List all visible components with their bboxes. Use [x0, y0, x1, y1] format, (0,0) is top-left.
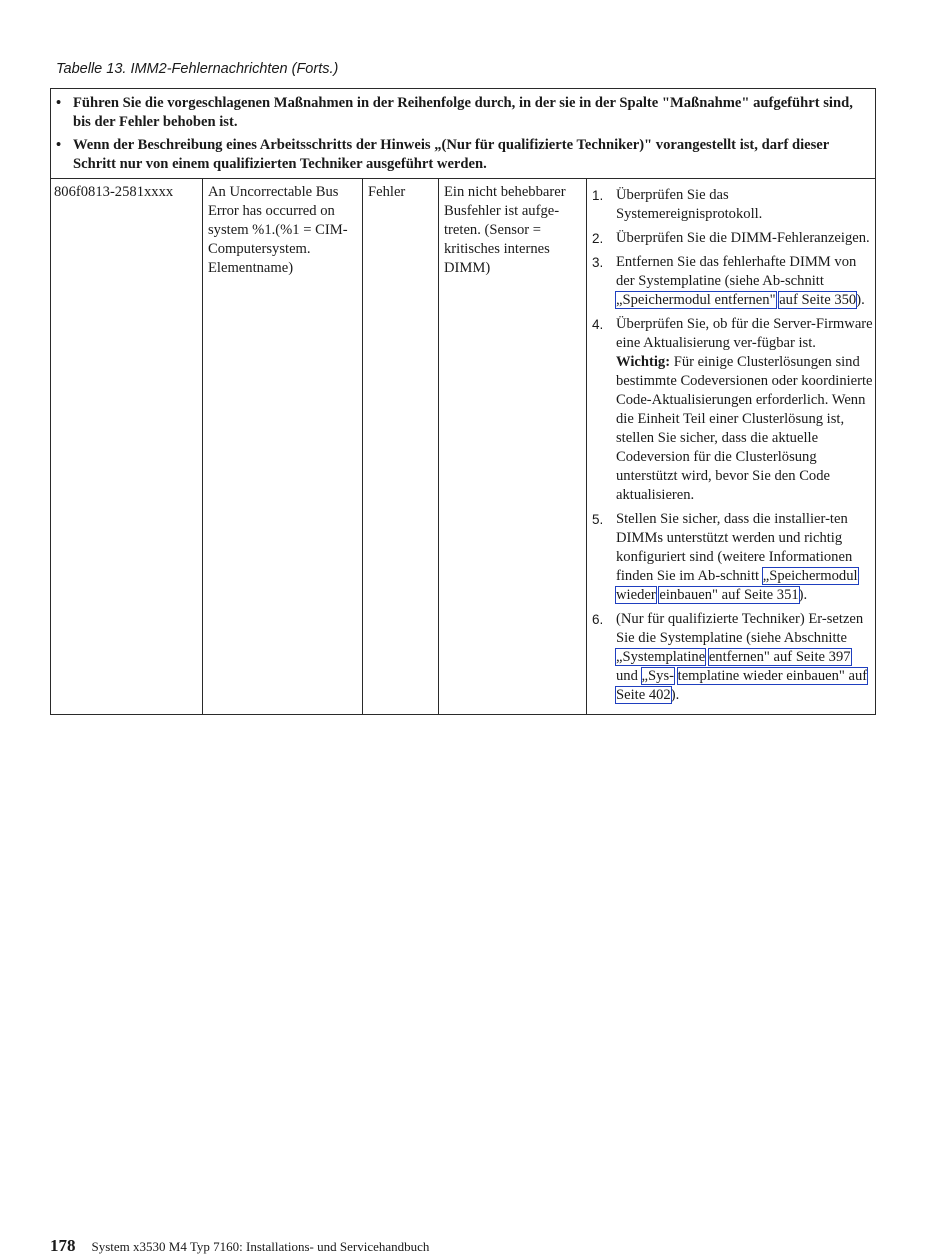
action-number: 2. [592, 231, 604, 246]
page-footer [50, 1236, 429, 1256]
action-text: (Nur für qualifizierte Techniker) Er-setzen Sie die Systemplatine (siehe Abschnitte „Systemplatine entfernen" auf Seite 397 und „Sys- templatine wieder einbauen" auf Seite 402). [616, 611, 868, 703]
link-systemplatine[interactable]: „Systemplatine [616, 649, 706, 665]
table-instructions [51, 89, 875, 179]
link-speichermodul-entfernen[interactable]: „Speichermodul entfernen" [616, 292, 776, 308]
table-caption: Tabelle 13. IMM2-Fehlernachrichten (Forts.) [56, 61, 339, 77]
action-item [592, 610, 873, 705]
link-systemplatine-wieder-einbauen[interactable]: templatine wieder einbauen" auf [677, 668, 868, 684]
instruction-item [55, 136, 867, 173]
actions-cell [587, 179, 875, 714]
instruction-text: Wenn der Beschreibung eines Arbeitsschritts der Hinweis „(Nur für qualifizierte Techniker)" vorangestellt ist, darf dieser Schritt nur von einem qualifizierten Techniker ausgeführt werden. [73, 137, 830, 172]
link-sys[interactable]: „Sys- [641, 668, 674, 684]
action-item [592, 253, 873, 310]
action-text: Überprüfen Sie das Systemereignisprotokoll. [616, 187, 763, 222]
action-text: Überprüfen Sie, ob für die Server-Firmware eine Aktualisierung ver-fügbar ist. Wichtig: Für einige Clusterlösungen sind bestimmte Codeversionen oder koordinierte Code-Aktualisierungen erforderlich. Wenn die Einheit Teil einer Clusterlösung ist, stellen Sie sicher, dass die aktuelle Codeversion für die Clusterlösung unterstützt wird, bevor Sie den Code aktualisieren. [616, 316, 873, 503]
message-cell: An Uncorrectable Bus Error has occurred on system %1.(%1 = CIM-Computersystem. Elementname) [203, 179, 363, 714]
link-seite-350[interactable]: auf Seite 350 [779, 292, 857, 308]
important-note: Für einige Clusterlösungen sind bestimmte Codeversionen oder koordinierte Code-Aktualisierungen erforderlich. Wenn die Einheit Teil einer Clusterlösung ist, stellen Sie sicher, dass die aktuelle Codeversion für die Clusterlösung unterstützt wird, bevor Sie den Code aktualisieren. [616, 354, 873, 503]
bullet-icon: • [56, 137, 62, 153]
link-speichermodul-wieder-einbauen[interactable]: „Speichermodul wieder [616, 568, 858, 603]
action-text: Stellen Sie sicher, dass die installier-ten DIMMs unterstützt werden und richtig konfiguriert sind (weitere Informationen finden Sie im Ab-schnitt „Speichermodul wieder einbauen" auf Seite 351). [616, 511, 858, 603]
action-text: Entfernen Sie das fehlerhafte DIMM von der Systemplatine (siehe Ab-schnitt „Speichermodul entfernen" auf Seite 350). [616, 254, 865, 308]
action-number: 4. [592, 317, 604, 332]
action-number: 5. [592, 512, 604, 527]
action-item [592, 510, 873, 605]
action-list [592, 186, 873, 705]
action-item [592, 229, 873, 248]
event-id-cell: 806f0813-2581xxxx [51, 179, 203, 714]
link-entfernen-seite-397[interactable]: entfernen" auf Seite 397 [708, 649, 851, 665]
footer-title: System x3530 M4 Typ 7160: Installations- und Servicehandbuch [91, 1239, 430, 1254]
page-number: 178 [50, 1236, 76, 1255]
instruction-text: Führen Sie die vorgeschlagenen Maßnahmen in der Reihenfolge durch, in der sie in der Spalte "Maßnahme" aufgeführt sind, bis der Fehler behoben ist. [73, 95, 853, 130]
action-item [592, 186, 873, 224]
link-seite-351[interactable]: einbauen" auf Seite 351 [659, 587, 799, 603]
action-number: 1. [592, 188, 604, 203]
table-row [51, 179, 875, 714]
action-number: 6. [592, 612, 604, 627]
bullet-icon: • [56, 95, 62, 111]
action-text: Überprüfen Sie die DIMM-Fehleranzeigen. [616, 230, 870, 246]
error-message-table [50, 88, 876, 715]
link-seite-402[interactable]: Seite 402 [616, 687, 671, 703]
action-number: 3. [592, 255, 604, 270]
description-cell: Ein nicht behebbarer Busfehler ist aufge-treten. (Sensor = kritisches internes DIMM) [439, 179, 587, 714]
severity-cell: Fehler [363, 179, 439, 714]
action-item [592, 315, 873, 505]
instruction-item [55, 94, 867, 131]
important-label: Wichtig: [616, 354, 671, 370]
